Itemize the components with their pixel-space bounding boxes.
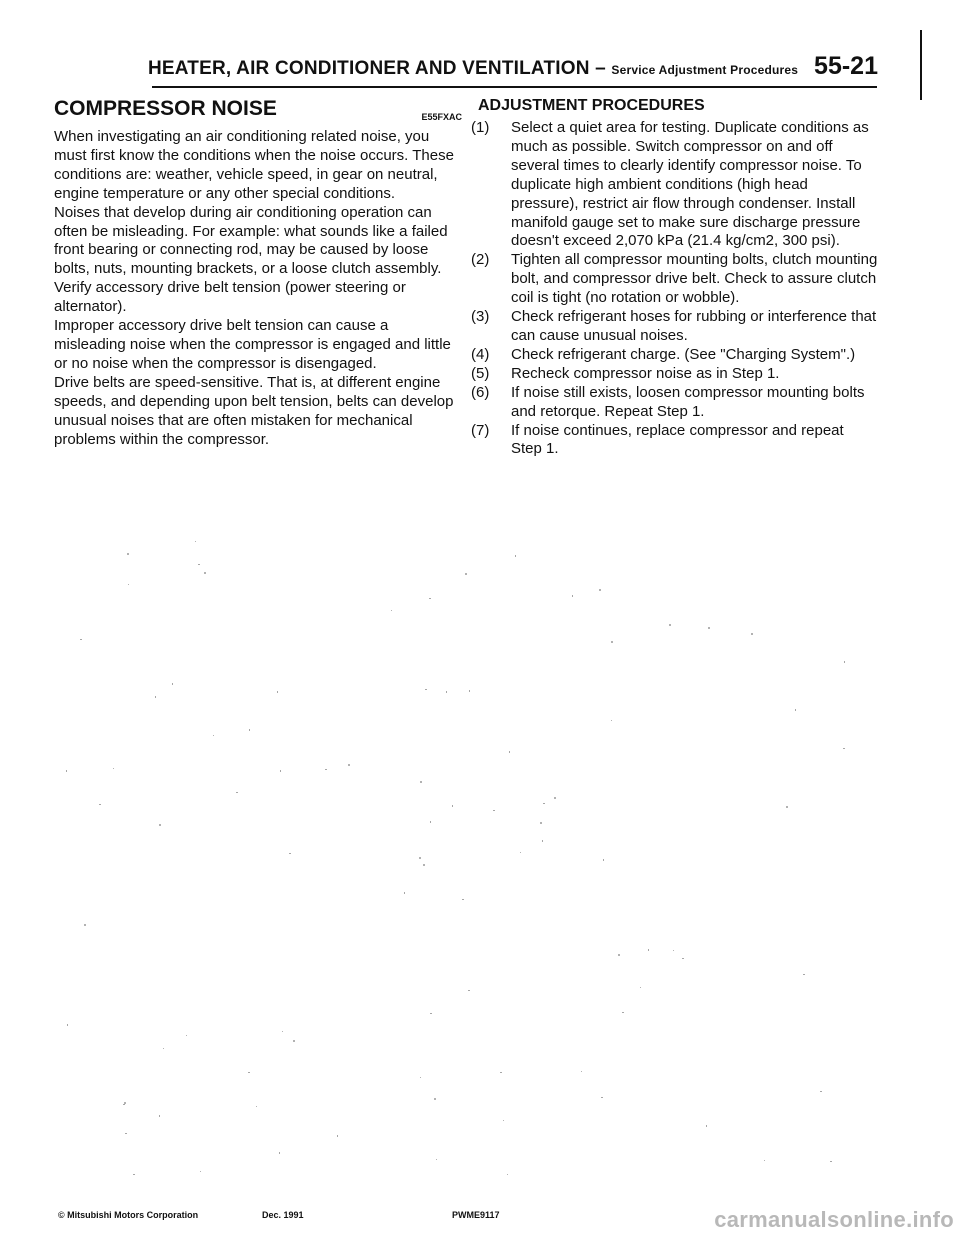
scan-speck xyxy=(279,1152,281,1154)
paragraph: Drive belts are speed-sensitive. That is, at different engine speeds, and depending upon belt tension, belts can develop unusual noises that are often mistaken for mechanical problems within the compressor. xyxy=(54,373,454,448)
scan-speck xyxy=(830,1161,832,1163)
scan-speck xyxy=(128,584,130,586)
scan-speck xyxy=(430,1013,432,1015)
list-item xyxy=(471,308,878,346)
scan-speck xyxy=(509,751,511,753)
scan-speck xyxy=(248,1072,250,1074)
scan-speck xyxy=(236,792,238,794)
list-item xyxy=(471,421,878,460)
scan-speck xyxy=(622,1012,624,1014)
scan-speck xyxy=(673,950,675,952)
scan-speck xyxy=(844,661,846,663)
step-text: If noise continues, replace compressor and repeat Step 1. xyxy=(511,421,844,458)
header-separator: – xyxy=(595,58,606,79)
paragraph: When investigating an air conditioning related noise, you must first know the conditions when the noise occurs. These conditions are: weather, vehicle speed, in gear on neutral, engine temperature or any other special conditions. xyxy=(54,128,454,202)
scan-speck xyxy=(289,853,291,855)
scan-speck xyxy=(446,691,448,693)
step-number: (6) xyxy=(471,383,490,401)
step-text: If noise still exists, loosen compressor mounting bolts and retorque. Repeat Step 1. xyxy=(511,383,865,420)
scan-speck xyxy=(795,709,797,711)
scan-speck xyxy=(256,1106,258,1108)
scan-speck xyxy=(669,624,671,626)
scan-speck xyxy=(708,627,710,629)
paragraph: Improper accessory drive belt tension can cause a misleading noise when the compressor is engaged and little or no noise when the compressor is disengaged. xyxy=(54,317,451,372)
section-heading-adjustment-procedures: ADJUSTMENT PROCEDURES xyxy=(478,97,705,114)
section-code: E55FXAC xyxy=(421,112,462,122)
scan-speck xyxy=(820,1091,822,1093)
page-header xyxy=(148,52,888,84)
step-text: Recheck compressor noise as in Step 1. xyxy=(511,364,780,382)
scan-speck xyxy=(277,691,279,693)
scan-speck xyxy=(404,892,406,894)
scan-speck xyxy=(465,573,467,575)
scan-speck xyxy=(803,974,805,976)
scan-speck xyxy=(572,595,574,597)
scan-speck xyxy=(84,924,86,926)
scan-speck xyxy=(468,990,470,992)
scan-speck xyxy=(640,987,642,989)
step-text: Select a quiet area for testing. Duplicate conditions as much as possible. Switch compressor on and off several times to clearly identify compressor noise. To duplicate high ambient conditions (high head pressure), restrict air flow through condenser. Install manifold gauge set to make sure discharge pressure doesn't exceed 2,070 kPa (21.4 kg/cm2, 300 psi). xyxy=(511,119,869,250)
scan-speck xyxy=(542,840,544,842)
watermark: carmanualsonline.info xyxy=(714,1207,954,1232)
scan-speck xyxy=(581,1071,583,1073)
scan-speck xyxy=(172,683,174,685)
step-text: Check refrigerant hoses for rubbing or interference that can cause unusual noises. xyxy=(511,308,877,344)
list-item xyxy=(471,345,878,365)
page-number: 55-21 xyxy=(814,52,878,80)
header-title xyxy=(148,58,798,80)
scan-speck xyxy=(66,770,68,772)
step-text: Check refrigerant charge. (See "Charging System".) xyxy=(511,345,856,363)
scan-speck xyxy=(127,553,129,555)
scan-speck xyxy=(293,1040,295,1042)
scan-speck xyxy=(80,639,82,641)
scan-speck xyxy=(125,1133,127,1135)
scan-speck xyxy=(764,1160,766,1162)
step-number: (2) xyxy=(471,251,490,269)
step-number: (5) xyxy=(471,364,490,382)
scan-speck xyxy=(648,949,650,951)
scan-speck xyxy=(462,899,464,901)
scan-speck xyxy=(186,1035,188,1037)
scan-speck xyxy=(423,864,425,866)
footer-doc-code: PWME9117 xyxy=(452,1210,500,1220)
footer-copyright: © Mitsubishi Motors Corporation xyxy=(58,1210,199,1220)
left-column xyxy=(54,96,462,449)
scan-speck xyxy=(601,1097,603,1099)
scan-speck xyxy=(682,958,684,960)
scan-speck xyxy=(67,1024,69,1026)
scan-speck xyxy=(430,821,432,823)
scan-speck xyxy=(515,555,517,557)
scan-speck xyxy=(469,690,471,692)
scan-speck xyxy=(204,572,206,574)
step-number: (4) xyxy=(471,345,490,363)
scan-speck xyxy=(195,541,197,543)
scan-speck xyxy=(603,859,605,861)
scan-speck xyxy=(163,1048,165,1050)
scan-speck xyxy=(520,852,522,854)
header-rule xyxy=(152,86,877,88)
scan-speck xyxy=(133,1174,135,1176)
scan-speck xyxy=(155,696,157,698)
scan-speck xyxy=(751,633,753,635)
list-item xyxy=(471,251,878,308)
section-heading-compressor-noise xyxy=(54,96,462,122)
scan-speck xyxy=(786,806,788,808)
scan-speck xyxy=(452,805,454,807)
scan-speck xyxy=(99,804,101,806)
header-subtitle: Service Adjustment Procedures xyxy=(611,63,799,77)
scan-speck xyxy=(282,1031,284,1033)
scan-speck xyxy=(611,720,613,722)
scan-speck xyxy=(554,797,556,799)
step-text: Tighten all compressor mounting bolts, clutch mounting bolt, and compressor drive belt. Check to assure clutch coil is tight (no rotation or wobble). xyxy=(511,251,878,307)
scan-speck xyxy=(420,781,422,783)
list-item xyxy=(471,364,878,384)
scan-speck xyxy=(706,1125,708,1127)
scan-speck xyxy=(200,1171,202,1173)
scan-speck xyxy=(493,810,495,812)
scan-speck xyxy=(543,803,545,805)
scan-speck xyxy=(419,857,421,859)
scan-speck xyxy=(618,954,620,956)
scan-speck xyxy=(249,729,251,731)
scan-speck xyxy=(434,1098,436,1100)
scan-speck xyxy=(611,641,613,643)
scan-speck xyxy=(843,748,845,750)
scan-speck xyxy=(348,764,350,766)
footer-date: Dec. 1991 xyxy=(262,1210,304,1220)
scan-speck xyxy=(500,1072,502,1074)
scan-speck xyxy=(540,822,542,824)
scan-speck xyxy=(337,1135,339,1137)
scan-speck xyxy=(280,770,282,772)
scan-speck xyxy=(429,598,431,600)
procedure-steps xyxy=(471,119,878,459)
step-number: (1) xyxy=(471,119,490,136)
scan-speck xyxy=(425,689,427,691)
section-heading-text: COMPRESSOR NOISE xyxy=(54,97,277,120)
step-number: (7) xyxy=(471,421,490,439)
scan-speck xyxy=(159,824,161,826)
scan-speck xyxy=(325,769,327,771)
scan-speck xyxy=(198,564,200,566)
right-column xyxy=(471,96,878,459)
scan-speck xyxy=(503,1120,505,1122)
scan-speck xyxy=(213,735,215,737)
list-item xyxy=(471,383,878,422)
scan-speck xyxy=(391,610,393,612)
scan-speck xyxy=(599,589,601,591)
paragraph: Noises that develop during air conditioning operation can often be misleading. For example: what sounds like a failed front bearing or connecting rod, may be caused by loose bolts, nuts, mounting brackets, or a loose clutch assembly. Verify accessory drive belt tension (power steering or alternator). xyxy=(54,203,448,316)
header-title-text: HEATER, AIR CONDITIONER AND VENTILATION xyxy=(148,58,590,79)
compressor-noise-body xyxy=(54,128,454,449)
binding-mark xyxy=(920,30,922,100)
scan-speck xyxy=(113,768,115,770)
scan-speck xyxy=(123,1104,125,1106)
scan-speck xyxy=(159,1115,161,1117)
scan-speck xyxy=(507,1174,509,1176)
step-number: (3) xyxy=(471,308,490,326)
list-item xyxy=(471,119,878,251)
scan-speck xyxy=(420,1077,422,1079)
scan-speck xyxy=(436,1159,438,1161)
